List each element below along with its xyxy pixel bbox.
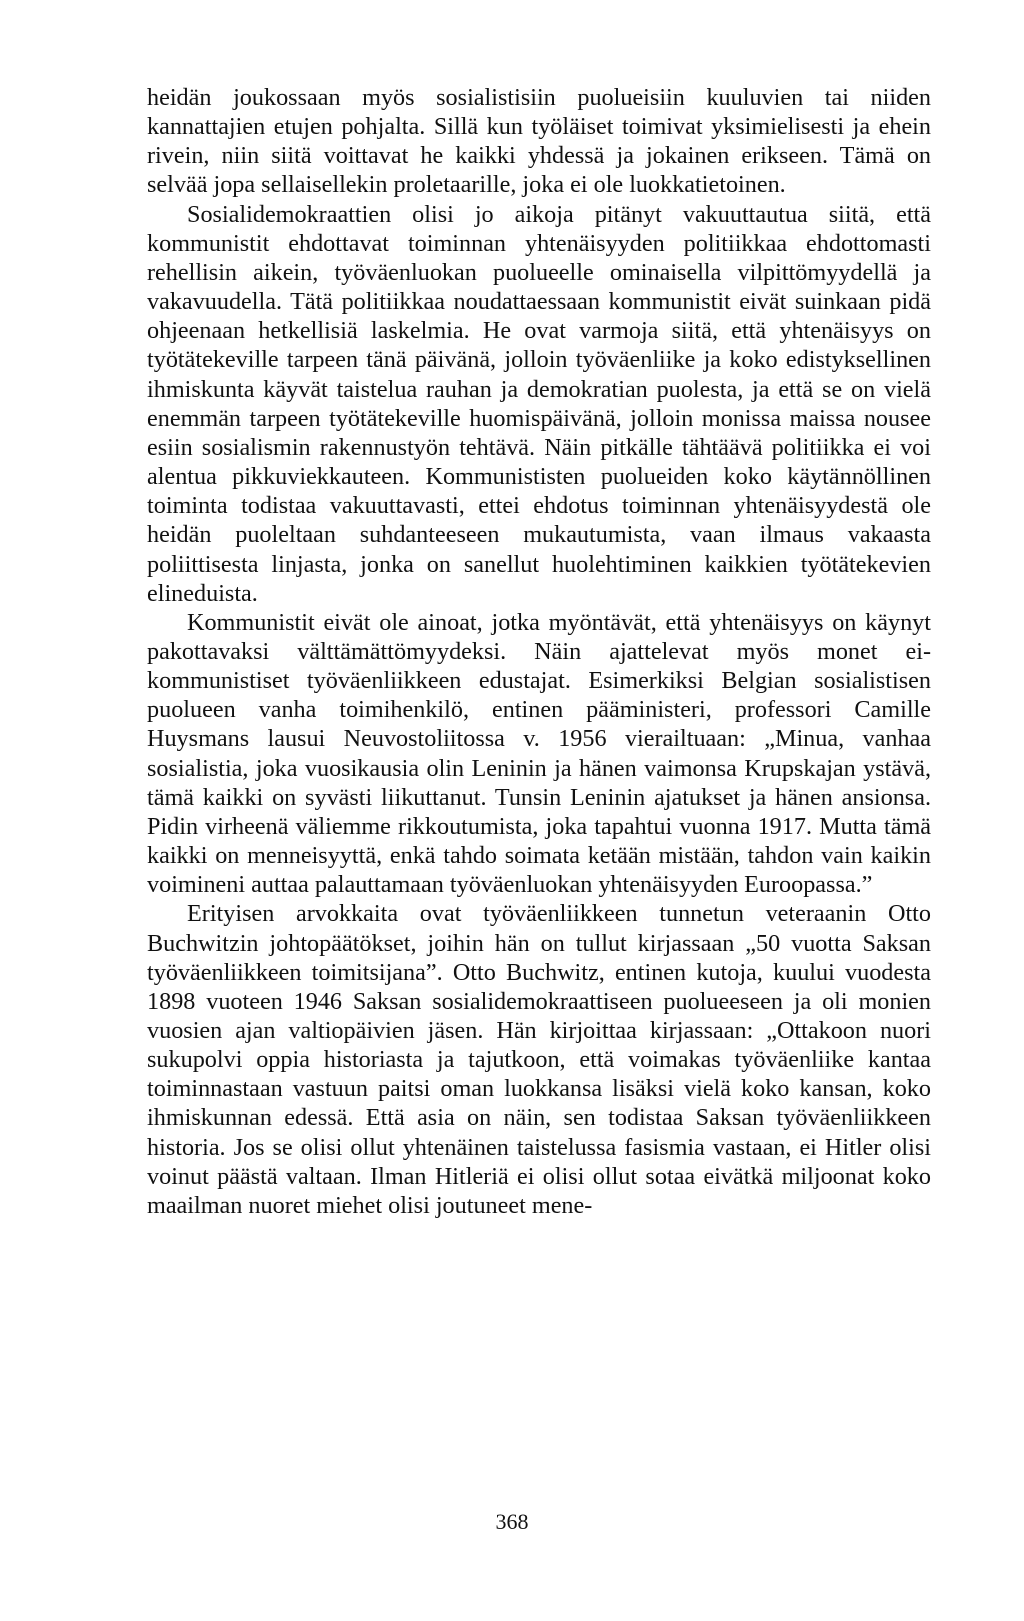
paragraph-3: Kommunistit eivät ole ainoat, jotka myöntävät, että yhtenäisyys on käynyt pakottavaksi välttämättömyydeksi. Näin ajattelevat myös monet ei-kommunistiset työväenliikkeen edustajat. Esimerkiksi Belgian sosialistisen puolueen vanha toimihenkilö, entinen pääministeri, professori Camille Huysmans lausui Neuvostoliitossa v. 1956 vierailtuaan: „Minua, vanhaa sosialistia, joka vuosikausia olin Leninin ja hänen vaimonsa Krupskajan ystävä, tämä kaikki on syvästi liikuttanut. Tunsin Leninin ajatukset ja hänen ansionsa. Pidin virheenä väliemme rikkoutumista, joka tapahtui vuonna 1917. Mutta tämä kaikki on menneisyyttä, enkä tahdo soimata ketään mistään, tahdon vain kaikin voimineni auttaa palauttamaan työväenluokan yhtenäisyyden Euroopassa.” (147, 608, 931, 899)
body-text (147, 83, 931, 1220)
paragraph-1: heidän joukossaan myös sosialistisiin puolueisiin kuuluvien tai niiden kannattajien etujen pohjalta. Sillä kun työläiset toimivat yksimielisesti ja ehein rivein, niin siitä voittavat he kaikki yhdessä ja jokainen erikseen. Tämä on selvää jopa sellaisellekin proletaarille, joka ei ole luokkatietoinen. (147, 84, 931, 199)
page-number: 368 (495, 1509, 529, 1534)
paragraph-2: Sosialidemokraattien olisi jo aikoja pitänyt vakuuttautua siitä, että kommunistit ehdottavat toiminnan yhtenäisyyden politiikkaa ehdottomasti rehellisin aikein, työväenluokan puolueelle ominaisella vilpittömyydellä ja vakavuudella. Tätä politiikkaa noudattaessaan kommunistit eivät suinkaan pidä ohjeenaan hetkellisiä laskelmia. He ovat varmoja siitä, että yhtenäisyys on työtätekeville tarpeen tänä päivänä, jolloin työväenliike ja koko edistyksellinen ihmiskunta käyvät taistelua rauhan ja demokratian puolesta, ja että se on vielä enemmän tarpeen työtätekeville huomispäivänä, jolloin monissa maissa nousee esiin sosialismin rakennustyön tehtävä. Näin pitkälle tähtäävä politiikka ei voi alentua pikkuviekkauteen. Kommunististen puolueiden koko käytännöllinen toiminta todistaa vakuuttavasti, ettei ehdotus toiminnan yhtenäisyydestä ole heidän puoleltaan suhdanteeseen mukautumista, vaan ilmaus vakaasta poliittisesta linjasta, jonka on sanellut huolehtiminen kaikkien työtätekevien elineduista. (147, 200, 931, 607)
paragraph-4: Erityisen arvokkaita ovat työväenliikkeen tunnetun veteraanin Otto Buchwitzin johtopäätökset, joihin hän on tullut kirjassaan „50 vuotta Saksan työväenliikkeen toimitsijana”. Otto Buchwitz, entinen kutoja, kuului vuodesta 1898 vuoteen 1946 Saksan sosialidemokraattiseen puolueeseen ja oli monien vuosien ajan valtiopäivien jäsen. Hän kirjoittaa kirjassaan: „Ottakoon nuori sukupolvi oppia historiasta ja tajutkoon, että voimakas työväenliike kantaa toiminnastaan vastuun paitsi oman luokkansa lisäksi vielä koko kansan, koko ihmiskunnan edessä. Että asia on näin, sen todistaa Saksan työväenliikkeen historia. Jos se olisi ollut yhtenäinen taistelussa fasismia vastaan, ei Hitler olisi voinut päästä valtaan. Ilman Hitleriä ei olisi ollut sotaa eivätkä miljoonat koko maailman nuoret miehet olisi joutuneet mene- (147, 900, 931, 1219)
